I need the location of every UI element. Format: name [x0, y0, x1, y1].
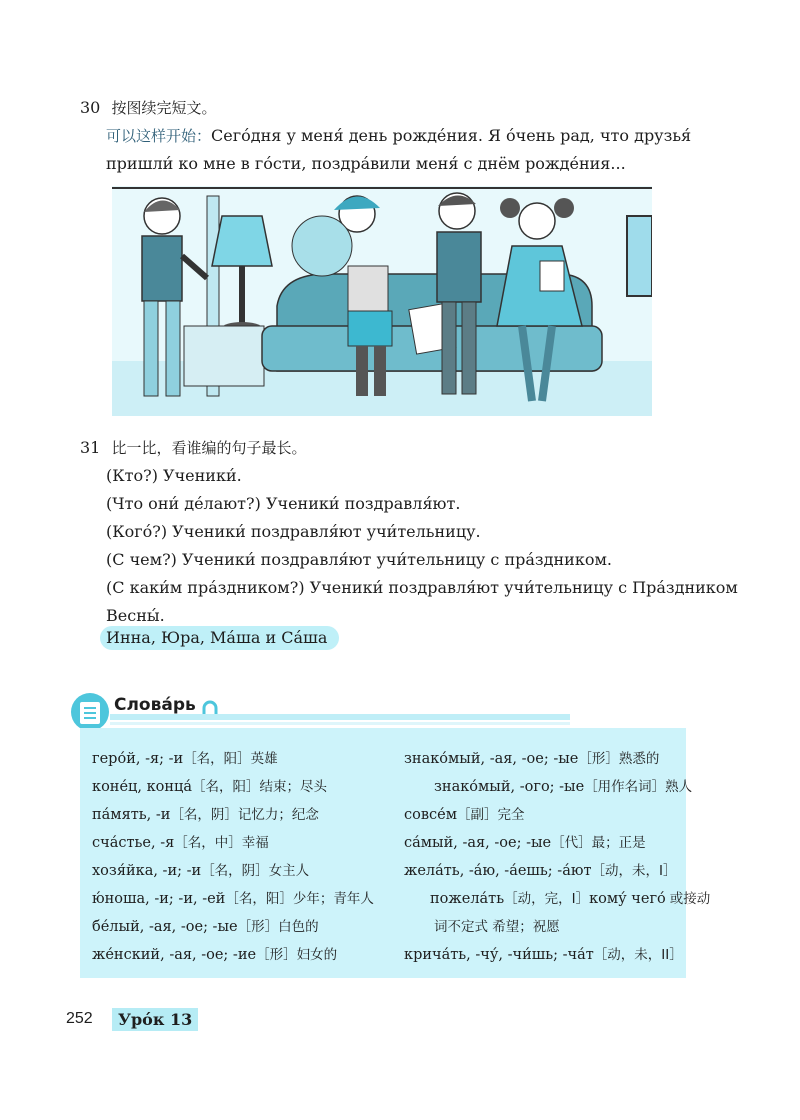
- vocab-entry: геро́й, -я; -и［名，阳］英雄: [92, 751, 278, 767]
- page-number: 252: [66, 1010, 93, 1027]
- exercise-31-line: (Кто?) Ученики́.: [106, 466, 242, 485]
- exercise-31-line: (Что они́ де́лают?) Ученики́ поздравля́ют.: [106, 494, 461, 513]
- dictionary-icon: [71, 693, 109, 731]
- vocab-entry: крича́ть, -чу́, -чи́шь; -ча́т［动，未，II］: [404, 947, 683, 963]
- vocab-entry: жела́ть, -а́ю, -а́ешь; -а́ют［动，未，I］: [404, 863, 677, 879]
- exercise-31-line: (С каки́м пра́здником?) Ученики́ поздравля́ют учи́тельницу с Пра́здником: [106, 578, 738, 597]
- vocab-entry: же́нский, -ая, -ое; -ие［形］妇女的: [92, 947, 338, 963]
- lesson-label: Уро́к 13: [112, 1008, 198, 1031]
- exercise-31-header: [80, 438, 306, 458]
- exercise-31-line: (Кого́?) Ученики́ поздравля́ют учи́тельницу.: [106, 522, 481, 541]
- audio-headphones-icon[interactable]: [204, 702, 216, 714]
- exercise-30-number: 30: [80, 98, 101, 117]
- exercise-31-task: 比一比，看谁编的句子最长。: [111, 439, 307, 457]
- vocab-entry: знако́мый, -ого; -ые［用作名词］熟人: [434, 779, 693, 795]
- window-icon: [627, 216, 652, 296]
- exercise-31-line: (С чем?) Ученики́ поздравля́ют учи́тельницу с пра́здником.: [106, 550, 612, 569]
- vocab-entry: па́мять, -и［名，阴］记忆力；纪念: [92, 807, 319, 823]
- vocabulary-title: Слова́рь: [114, 695, 196, 715]
- exercise-30-header: [80, 98, 216, 118]
- exercise-30-task: 按图续完短文。: [111, 99, 217, 117]
- vocab-entry: хозя́йка, -и; -и［名，阴］女主人: [92, 863, 310, 879]
- vocab-entry: пожела́ть［动，完，I］кому́ чего́ 或接动: [430, 891, 711, 907]
- names-pill: Инна, Юра, Ма́ша и Са́ша: [100, 626, 339, 650]
- exercise-30-line1: [106, 126, 691, 146]
- birthday-illustration: [112, 186, 652, 416]
- vocab-entry: са́мый, -ая, -ое; -ые［代］最；正是: [404, 835, 646, 851]
- exercise-30-text1: Сего́дня у меня́ день рожде́ния. Я о́чень рад, что друзья́: [211, 126, 692, 145]
- vocab-entry: совсе́м［副］完全: [404, 807, 525, 823]
- exercise-31-number: 31: [80, 438, 101, 457]
- vocab-entry: знако́мый, -ая, -ое; -ые［形］熟悉的: [404, 751, 660, 767]
- vocab-entry: бе́лый, -ая, -ое; -ые［形］白色的: [92, 919, 319, 935]
- vocab-entry: сча́стье, -я［名，中］幸福: [92, 835, 269, 851]
- exercise-30-line2: пришли́ ко мне в го́сти, поздра́вили меня́ с днём рожде́ния...: [106, 154, 626, 173]
- exercise-31-line: Весны́.: [106, 606, 165, 625]
- exercise-30-hint: 可以这样开始：: [106, 127, 212, 145]
- vocab-entry: ю́ноша, -и; -и, -ей［名，阳］少年；青年人: [92, 891, 374, 907]
- vocab-entry: 词不定式 希望；祝愿: [434, 919, 560, 935]
- vocab-entry: коне́ц, конца́［名，阳］结束；尽头: [92, 779, 328, 795]
